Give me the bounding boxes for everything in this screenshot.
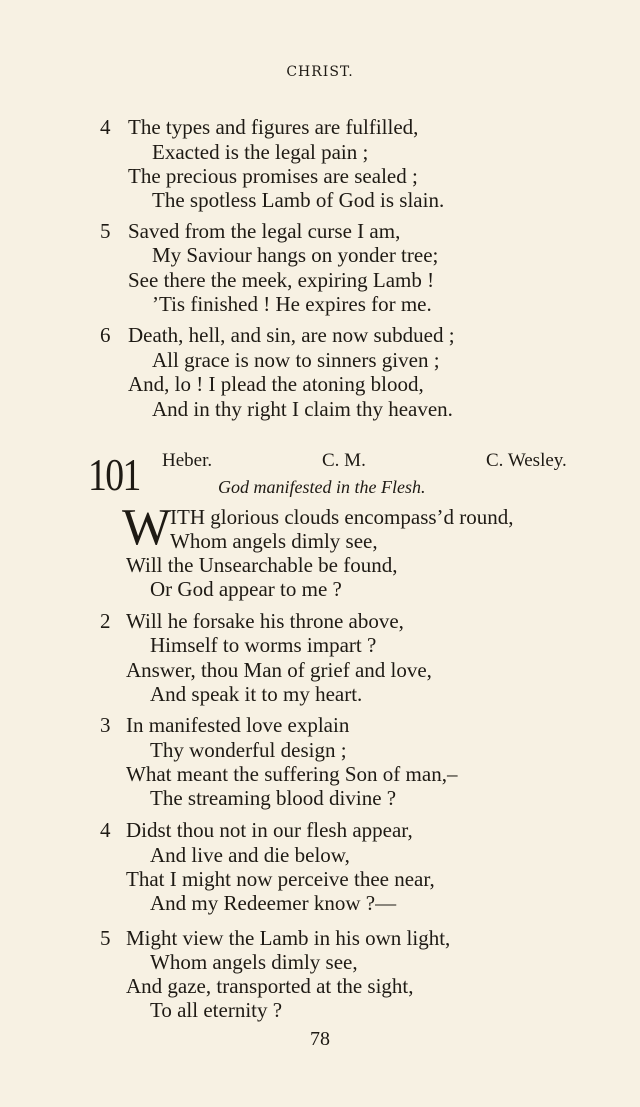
verse-line: And in thy right I claim thy heaven. <box>152 397 453 421</box>
verse-line: Or God appear to me ? <box>150 577 342 601</box>
verse-line: That I might now perceive thee near, <box>126 867 435 891</box>
stanza-number: 5 <box>100 926 111 950</box>
verse-line: The streaming blood divine ? <box>150 786 397 810</box>
hymn-number: 101 <box>88 449 140 500</box>
author: C. Wesley. <box>486 450 567 471</box>
verse-line: In manifested love explain <box>126 713 350 737</box>
verse-line: ’Tis finished ! He expires for me. <box>152 292 432 316</box>
verse-line: And speak it to my heart. <box>150 682 363 706</box>
verse-line: What meant the suffering Son of man,– <box>126 762 458 786</box>
verse-line: Might view the Lamb in his own light, <box>126 926 451 950</box>
verse-line: The spotless Lamb of God is slain. <box>152 188 445 212</box>
verse-line: Will the Unsearchable be found, <box>126 553 398 577</box>
stanza-number: 5 <box>100 219 111 243</box>
verse-line: ITH glorious clouds encompass’d round, <box>170 505 514 529</box>
verse-line: Exacted is the legal pain ; <box>152 140 369 164</box>
page-number: 78 <box>310 1028 330 1050</box>
stanza-number: 3 <box>100 713 111 737</box>
verse-line: The types and figures are fulfilled, <box>128 115 419 139</box>
verse-line: And live and die below, <box>150 843 350 867</box>
running-header: CHRIST. <box>286 64 354 80</box>
verse-line: Himself to worms impart ? <box>150 633 377 657</box>
verse-line: Whom angels dimly see, <box>170 529 378 553</box>
verse-line: And my Redeemer know ?— <box>150 891 397 915</box>
stanza-number: 6 <box>100 323 111 347</box>
stanza-number: 2 <box>100 609 111 633</box>
verse-line: My Saviour hangs on yonder tree; <box>152 243 439 267</box>
drop-cap: W <box>122 499 172 556</box>
verse-line: All grace is now to sinners given ; <box>152 348 440 372</box>
verse-line: Whom angels dimly see, <box>150 950 358 974</box>
verse-line: Will he forsake his throne above, <box>126 609 404 633</box>
verse-line: To all eternity ? <box>150 998 283 1022</box>
verse-line: Thy wonderful design ; <box>150 738 347 762</box>
meter: C. M. <box>322 450 366 471</box>
verse-line: Death, hell, and sin, are now subdued ; <box>128 323 455 347</box>
stanza-number: 4 <box>100 115 111 139</box>
verse-line: Saved from the legal curse I am, <box>128 219 401 243</box>
verse-line: The precious promises are sealed ; <box>128 164 418 188</box>
tune-name: Heber. <box>162 450 213 471</box>
hymn-subtitle: God manifested in the Flesh. <box>218 477 426 497</box>
verse-line: Didst thou not in our flesh appear, <box>126 818 413 842</box>
stanza-number: 4 <box>100 818 111 842</box>
verse-line: And gaze, transported at the sight, <box>126 974 414 998</box>
verse-line: See there the meek, expiring Lamb ! <box>128 268 435 292</box>
verse-line: Answer, thou Man of grief and love, <box>126 658 432 682</box>
verse-line: And, lo ! I plead the atoning blood, <box>128 372 424 396</box>
